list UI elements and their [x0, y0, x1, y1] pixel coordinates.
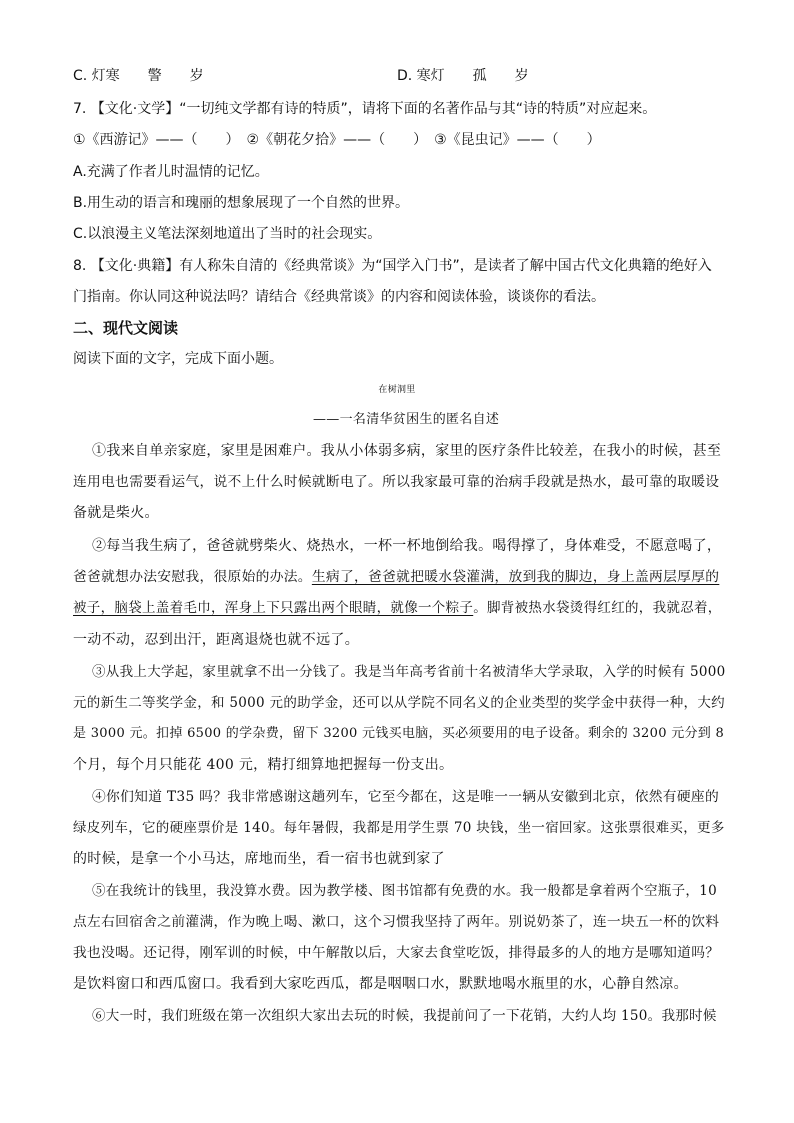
q7-option-b: B.用生动的语言和瑰丽的想象展现了一个自然的世界。 — [73, 195, 410, 211]
paragraph-1-line-2: 连用电也需要看运气，说不上什么时候就断电了。所以我家最可靠的治病手段就是热水，最可靠的取暖设 — [73, 474, 720, 490]
paragraph-3-line-2: 元的新生二等奖学金，和 5000 元的助学金，还可以从学院不同名义的企业类型的奖学金中获得一种，大约 — [73, 695, 725, 711]
paragraph-5-line-4: 是饮料窗口和西瓜窗口。我看到大家吃西瓜，都是咽咽口水，默默地喝水瓶里的水，心静自然凉。 — [73, 976, 688, 992]
q7-matching-line: ①《西游记》——（ ） ②《朝花夕拾》——（ ） ③《昆虫记》——（ ） — [73, 132, 601, 148]
paragraph-1-line-1: ①我来自单亲家庭，家里是困难户。我从小体弱多病，家里的医疗条件比较差，在我小的时候，甚至 — [92, 443, 722, 459]
paragraph-2-line-1: ②每当我生病了，爸爸就劈柴火、烧热水，一杯一杯地倒给我。喝得撑了，身体难受，不愿意喝了， — [92, 538, 722, 554]
paragraph-4-line-2: 绿皮列车，它的硬座票价是 140。每年暑假，我都是用学生票 70 块钱，坐一宿回家。这张票很难买，更多 — [73, 820, 725, 836]
paragraph-2-line-4: 一动不动，忍到出汗，距离退烧也就不远了。 — [73, 632, 359, 648]
paragraph-5-line-3: 我也没喝。还记得，刚军训的时候，中午解散以后，大家去食堂吃饭，排得最多的人的地方是哪知道吗？ — [73, 945, 720, 961]
q7-option-a: A.充满了作者儿时温情的记忆。 — [73, 164, 269, 180]
article-subtitle: ——一名清华贫困生的匿名自述 — [313, 412, 500, 427]
q7-option-c: C.以浪漫主义笔法深刻地道出了当时的社会现实。 — [73, 226, 382, 242]
paragraph-2-underlined-text-cont: 被子，脑袋上盖着毛巾，浑身上下只露出两个眼睛，就像一个粽子 — [73, 600, 474, 616]
q6-option-c: C. 灯寒 警 岁 — [73, 68, 204, 84]
paragraph-4-line-1: ④你们知道 T35 吗？我非常感谢这趟列车，它至今都在，这是唯一一辆从安徽到北京，依然有硬座的 — [92, 789, 720, 805]
article-title: 在树洞里 — [378, 385, 416, 395]
q6-option-d: D. 寒灯 孤 岁 — [397, 68, 529, 84]
paragraph-3-line-3: 是 3000 元。扣掉 6500 的学杂费，留下 3200 元钱买电脑，买必须要用的电子设备。剩余的 3200 元分到 8 — [73, 726, 725, 741]
paragraph-2-underlined-text: 生病了，爸爸就把暖水袋灌满，放到我的脚边，身上盖两层厚厚的 — [311, 569, 720, 585]
paragraph-6-line-1: ⑥大一时，我们班级在第一次组织大家出去玩的时候，我提前问了一下花销，大约人均 150。我那时候 — [92, 1008, 717, 1024]
paragraph-1-line-3: 备就是柴火。 — [73, 505, 159, 521]
paragraph-2-plain-text-cont: 。脚背被热水袋烫得红红的，我就忍着， — [473, 600, 722, 616]
q7-stem: 7. 【文化·文学】“一切纯文学都有诗的特质”，请将下面的名著作品与其“诗的特质”对应起来。 — [73, 101, 657, 117]
paragraph-2-line-3 — [73, 598, 722, 618]
paragraph-3-line-1: ③从我上大学起，家里就拿不出一分钱了。我是当年高考省前十名被清华大学录取，入学的时候有 5000 — [92, 664, 726, 680]
q8-stem-line-1: 8. 【文化·典籍】有人称朱自清的《经典常谈》为“国学入门书”，是读者了解中国古代文化典籍的绝好入 — [73, 258, 712, 274]
paragraph-5-line-1: ⑤在我统计的钱里，我没算水费。因为教学楼、图书馆都有免费的水。我一般都是拿着两个空瓶子，10 — [92, 883, 717, 899]
q8-stem-line-2: 门指南。你认同这种说法吗？请结合《经典常谈》的内容和阅读体验，谈谈你的看法。 — [73, 289, 605, 305]
paragraph-3-line-4: 个月，每个月只能花 400 元，精打细算地把握每一份支出。 — [73, 757, 454, 773]
paragraph-5-line-2: 点左右回宿舍之前灌满，作为晚上喝、漱口，这个习惯我坚持了两年。别说奶茶了，连一块五一杯的饮料 — [73, 914, 720, 930]
section-instruction: 阅读下面的文字，完成下面小题。 — [73, 351, 283, 367]
paragraph-2-plain-text: 爸爸就想办法安慰我，很原始的办法。 — [73, 569, 312, 585]
paragraph-4-line-3: 的时候，是拿一个小马达，席地而坐，看一宿书也就到家了 — [73, 851, 445, 867]
section-heading: 二、现代文阅读 — [73, 319, 179, 337]
paragraph-2-line-2 — [73, 567, 719, 587]
